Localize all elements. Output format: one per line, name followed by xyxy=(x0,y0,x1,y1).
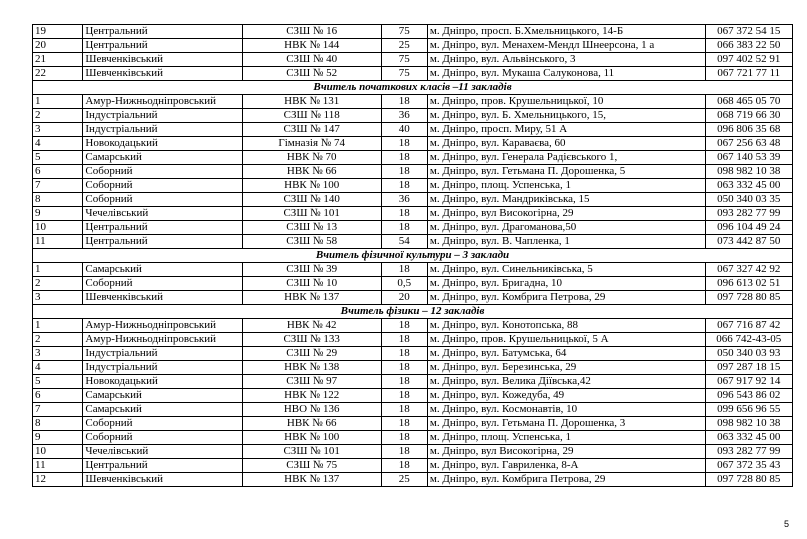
hours-cell: 36 xyxy=(381,109,427,123)
district-cell: Амур-Нижньодніпровський xyxy=(83,333,242,347)
hours-cell: 18 xyxy=(381,403,427,417)
table-row xyxy=(33,375,793,389)
phone-cell: 097 728 80 85 xyxy=(705,473,792,487)
district-cell: Центральний xyxy=(83,39,242,53)
row-number-cell: 5 xyxy=(33,151,83,165)
table-row xyxy=(33,235,793,249)
row-number-cell: 4 xyxy=(33,361,83,375)
row-number-cell: 11 xyxy=(33,459,83,473)
school-cell: НВК № 138 xyxy=(242,361,381,375)
phone-cell: 067 140 53 39 xyxy=(705,151,792,165)
phone-cell: 099 656 96 55 xyxy=(705,403,792,417)
address-cell: м. Дніпро, вул. Мандриківська, 15 xyxy=(427,193,705,207)
section-title: Вчитель фізики – 12 закладів xyxy=(33,305,793,319)
table-body xyxy=(33,25,793,487)
address-cell: м. Дніпро, пров. Крушельницької, 5 А xyxy=(427,333,705,347)
phone-cell: 066 383 22 50 xyxy=(705,39,792,53)
district-cell: Соборний xyxy=(83,417,242,431)
district-cell: Центральний xyxy=(83,235,242,249)
school-cell: СЗШ № 147 xyxy=(242,123,381,137)
phone-cell: 096 104 49 24 xyxy=(705,221,792,235)
phone-cell: 073 442 87 50 xyxy=(705,235,792,249)
school-cell: СЗШ № 39 xyxy=(242,263,381,277)
school-cell: СЗШ № 97 xyxy=(242,375,381,389)
school-cell: СЗШ № 75 xyxy=(242,459,381,473)
hours-cell: 75 xyxy=(381,67,427,81)
phone-cell: 050 340 03 93 xyxy=(705,347,792,361)
school-cell: НВК № 66 xyxy=(242,165,381,179)
hours-cell: 25 xyxy=(381,473,427,487)
row-number-cell: 8 xyxy=(33,193,83,207)
table-row xyxy=(33,459,793,473)
district-cell: Соборний xyxy=(83,193,242,207)
district-cell: Амур-Нижньодніпровський xyxy=(83,95,242,109)
row-number-cell: 3 xyxy=(33,123,83,137)
hours-cell: 18 xyxy=(381,333,427,347)
hours-cell: 18 xyxy=(381,221,427,235)
district-cell: Самарський xyxy=(83,151,242,165)
address-cell: м. Дніпро, вул Високогірна, 29 xyxy=(427,445,705,459)
address-cell: м. Дніпро, вул. Космонавтів, 10 xyxy=(427,403,705,417)
table-row xyxy=(33,221,793,235)
hours-cell: 18 xyxy=(381,137,427,151)
phone-cell: 098 982 10 38 xyxy=(705,165,792,179)
address-cell: м. Дніпро, вул. Батумська, 64 xyxy=(427,347,705,361)
table-row xyxy=(33,445,793,459)
school-cell: НВК № 70 xyxy=(242,151,381,165)
school-cell: СЗШ № 101 xyxy=(242,207,381,221)
district-cell: Соборний xyxy=(83,165,242,179)
phone-cell: 096 613 02 51 xyxy=(705,277,792,291)
school-cell: НВО № 136 xyxy=(242,403,381,417)
hours-cell: 18 xyxy=(381,459,427,473)
address-cell: м. Дніпро, вул. Комбрига Петрова, 29 xyxy=(427,291,705,305)
address-cell: м. Дніпро, площ. Успенська, 1 xyxy=(427,179,705,193)
district-cell: Шевченківський xyxy=(83,473,242,487)
address-cell: м. Дніпро, вул. Бригадна, 10 xyxy=(427,277,705,291)
table-row xyxy=(33,389,793,403)
district-cell: Центральний xyxy=(83,221,242,235)
school-cell: СЗШ № 29 xyxy=(242,347,381,361)
phone-cell: 096 543 86 02 xyxy=(705,389,792,403)
table-row xyxy=(33,137,793,151)
school-cell: НВК № 66 xyxy=(242,417,381,431)
table-row xyxy=(33,403,793,417)
table-row xyxy=(33,151,793,165)
table-row xyxy=(33,431,793,445)
address-cell: м. Дніпро, вул. Генерала Радієвського 1, xyxy=(427,151,705,165)
address-cell: м. Дніпро, вул. Б. Хмельницького, 15, xyxy=(427,109,705,123)
address-cell: м. Дніпро, просп. Б.Хмельницького, 14-Б xyxy=(427,25,705,39)
school-cell: СЗШ № 40 xyxy=(242,53,381,67)
district-cell: Амур-Нижньодніпровський xyxy=(83,319,242,333)
school-cell: СЗШ № 133 xyxy=(242,333,381,347)
phone-cell: 066 742-43-05 xyxy=(705,333,792,347)
district-cell: Індустріальний xyxy=(83,361,242,375)
address-cell: м. Дніпро, вул. Березинська, 29 xyxy=(427,361,705,375)
address-cell: м. Дніпро, просп. Миру, 51 А xyxy=(427,123,705,137)
address-cell: м. Дніпро, вул. Конотопська, 88 xyxy=(427,319,705,333)
hours-cell: 75 xyxy=(381,25,427,39)
address-cell: м. Дніпро, вул. В. Чапленка, 1 xyxy=(427,235,705,249)
section-header-row xyxy=(33,249,793,263)
phone-cell: 063 332 45 00 xyxy=(705,431,792,445)
row-number-cell: 21 xyxy=(33,53,83,67)
phone-cell: 093 282 77 99 xyxy=(705,207,792,221)
row-number-cell: 7 xyxy=(33,179,83,193)
phone-cell: 068 719 66 30 xyxy=(705,109,792,123)
district-cell: Новокодацький xyxy=(83,137,242,151)
hours-cell: 18 xyxy=(381,389,427,403)
hours-cell: 18 xyxy=(381,445,427,459)
hours-cell: 18 xyxy=(381,319,427,333)
table-row xyxy=(33,25,793,39)
table-row xyxy=(33,179,793,193)
address-cell: м. Дніпро, вул. Мукаша Салуконова, 11 xyxy=(427,67,705,81)
table-row xyxy=(33,207,793,221)
row-number-cell: 8 xyxy=(33,417,83,431)
district-cell: Індустріальний xyxy=(83,123,242,137)
school-cell: СЗШ № 58 xyxy=(242,235,381,249)
hours-cell: 0,5 xyxy=(381,277,427,291)
address-cell: м. Дніпро, вул. Гавриленка, 8-А xyxy=(427,459,705,473)
school-cell: НВК № 100 xyxy=(242,431,381,445)
table-row xyxy=(33,347,793,361)
hours-cell: 25 xyxy=(381,39,427,53)
section-title: Вчитель фізичної культури – 3 заклади xyxy=(33,249,793,263)
hours-cell: 54 xyxy=(381,235,427,249)
table-row xyxy=(33,53,793,67)
district-cell: Соборний xyxy=(83,431,242,445)
school-cell: НВК № 131 xyxy=(242,95,381,109)
table-row xyxy=(33,361,793,375)
school-cell: НВК № 137 xyxy=(242,291,381,305)
table-row xyxy=(33,263,793,277)
school-cell: СЗШ № 13 xyxy=(242,221,381,235)
district-cell: Шевченківський xyxy=(83,291,242,305)
address-cell: м. Дніпро, вул. Альвінського, 3 xyxy=(427,53,705,67)
table-row xyxy=(33,165,793,179)
hours-cell: 40 xyxy=(381,123,427,137)
address-cell: м. Дніпро, вул. Велика Діївська,42 xyxy=(427,375,705,389)
phone-cell: 067 917 92 14 xyxy=(705,375,792,389)
row-number-cell: 12 xyxy=(33,473,83,487)
school-cell: НВК № 144 xyxy=(242,39,381,53)
row-number-cell: 10 xyxy=(33,221,83,235)
address-cell: м. Дніпро, вул. Гетьмана П. Дорошенка, 3 xyxy=(427,417,705,431)
section-header-row xyxy=(33,305,793,319)
phone-cell: 067 372 54 15 xyxy=(705,25,792,39)
phone-cell: 097 728 80 85 xyxy=(705,291,792,305)
address-cell: м. Дніпро, вул. Драгоманова,50 xyxy=(427,221,705,235)
district-cell: Індустріальний xyxy=(83,347,242,361)
hours-cell: 18 xyxy=(381,361,427,375)
table-row xyxy=(33,123,793,137)
address-cell: м. Дніпро, вул. Кожедуба, 49 xyxy=(427,389,705,403)
row-number-cell: 3 xyxy=(33,291,83,305)
hours-cell: 18 xyxy=(381,207,427,221)
district-cell: Центральний xyxy=(83,459,242,473)
district-cell: Новокодацький xyxy=(83,375,242,389)
row-number-cell: 4 xyxy=(33,137,83,151)
phone-cell: 067 721 77 11 xyxy=(705,67,792,81)
phone-cell: 067 327 42 92 xyxy=(705,263,792,277)
table-row xyxy=(33,95,793,109)
hours-cell: 18 xyxy=(381,347,427,361)
row-number-cell: 22 xyxy=(33,67,83,81)
row-number-cell: 19 xyxy=(33,25,83,39)
address-cell: м. Дніпро, вул. Караваєва, 60 xyxy=(427,137,705,151)
table-row xyxy=(33,319,793,333)
address-cell: м. Дніпро, вул. Комбрига Петрова, 29 xyxy=(427,473,705,487)
row-number-cell: 1 xyxy=(33,95,83,109)
row-number-cell: 9 xyxy=(33,207,83,221)
hours-cell: 18 xyxy=(381,417,427,431)
school-cell: СЗШ № 140 xyxy=(242,193,381,207)
row-number-cell: 7 xyxy=(33,403,83,417)
address-cell: м. Дніпро, вул. Гетьмана П. Дорошенка, 5 xyxy=(427,165,705,179)
hours-cell: 18 xyxy=(381,165,427,179)
row-number-cell: 6 xyxy=(33,165,83,179)
row-number-cell: 2 xyxy=(33,333,83,347)
phone-cell: 097 402 52 91 xyxy=(705,53,792,67)
district-cell: Чечелівський xyxy=(83,207,242,221)
district-cell: Шевченківський xyxy=(83,53,242,67)
district-cell: Соборний xyxy=(83,179,242,193)
phone-cell: 096 806 35 68 xyxy=(705,123,792,137)
table-row xyxy=(33,333,793,347)
row-number-cell: 20 xyxy=(33,39,83,53)
district-cell: Центральний xyxy=(83,25,242,39)
hours-cell: 18 xyxy=(381,263,427,277)
row-number-cell: 6 xyxy=(33,389,83,403)
hours-cell: 36 xyxy=(381,193,427,207)
address-cell: м. Дніпро, вул Високогірна, 29 xyxy=(427,207,705,221)
school-cell: СЗШ № 16 xyxy=(242,25,381,39)
table-row xyxy=(33,277,793,291)
school-cell: СЗШ № 52 xyxy=(242,67,381,81)
table-row xyxy=(33,39,793,53)
address-cell: м. Дніпро, вул. Синельниківська, 5 xyxy=(427,263,705,277)
hours-cell: 18 xyxy=(381,95,427,109)
row-number-cell: 2 xyxy=(33,277,83,291)
phone-cell: 098 982 10 38 xyxy=(705,417,792,431)
phone-cell: 093 282 77 99 xyxy=(705,445,792,459)
row-number-cell: 2 xyxy=(33,109,83,123)
hours-cell: 18 xyxy=(381,375,427,389)
school-cell: НВК № 42 xyxy=(242,319,381,333)
hours-cell: 75 xyxy=(381,53,427,67)
row-number-cell: 11 xyxy=(33,235,83,249)
school-cell: НВК № 122 xyxy=(242,389,381,403)
hours-cell: 18 xyxy=(381,151,427,165)
phone-cell: 097 287 18 15 xyxy=(705,361,792,375)
school-cell: НВК № 137 xyxy=(242,473,381,487)
district-cell: Самарський xyxy=(83,389,242,403)
table-row xyxy=(33,417,793,431)
row-number-cell: 10 xyxy=(33,445,83,459)
district-cell: Самарський xyxy=(83,403,242,417)
address-cell: м. Дніпро, вул. Менахем-Мендл Шнеерсона, 1 а xyxy=(427,39,705,53)
table-row xyxy=(33,109,793,123)
school-cell: СЗШ № 10 xyxy=(242,277,381,291)
district-cell: Самарський xyxy=(83,263,242,277)
phone-cell: 068 465 05 70 xyxy=(705,95,792,109)
address-cell: м. Дніпро, пров. Крушельницької, 10 xyxy=(427,95,705,109)
district-cell: Чечелівський xyxy=(83,445,242,459)
phone-cell: 050 340 03 35 xyxy=(705,193,792,207)
phone-cell: 067 372 35 43 xyxy=(705,459,792,473)
hours-cell: 20 xyxy=(381,291,427,305)
section-header-row xyxy=(33,81,793,95)
district-cell: Шевченківський xyxy=(83,67,242,81)
school-cell: СЗШ № 118 xyxy=(242,109,381,123)
hours-cell: 18 xyxy=(381,431,427,445)
district-cell: Індустріальний xyxy=(83,109,242,123)
table-row xyxy=(33,291,793,305)
row-number-cell: 1 xyxy=(33,319,83,333)
phone-cell: 063 332 45 00 xyxy=(705,179,792,193)
table-row xyxy=(33,67,793,81)
page-number: 5 xyxy=(783,519,789,529)
table-row xyxy=(33,473,793,487)
hours-cell: 18 xyxy=(381,179,427,193)
row-number-cell: 9 xyxy=(33,431,83,445)
table-row xyxy=(33,193,793,207)
vacancies-table xyxy=(32,24,793,487)
row-number-cell: 1 xyxy=(33,263,83,277)
school-cell: НВК № 100 xyxy=(242,179,381,193)
school-cell: Гімназія № 74 xyxy=(242,137,381,151)
phone-cell: 067 716 87 42 xyxy=(705,319,792,333)
district-cell: Соборний xyxy=(83,277,242,291)
address-cell: м. Дніпро, площ. Успенська, 1 xyxy=(427,431,705,445)
school-cell: СЗШ № 101 xyxy=(242,445,381,459)
row-number-cell: 5 xyxy=(33,375,83,389)
row-number-cell: 3 xyxy=(33,347,83,361)
phone-cell: 067 256 63 48 xyxy=(705,137,792,151)
section-title: Вчитель початкових класів –11 закладів xyxy=(33,81,793,95)
